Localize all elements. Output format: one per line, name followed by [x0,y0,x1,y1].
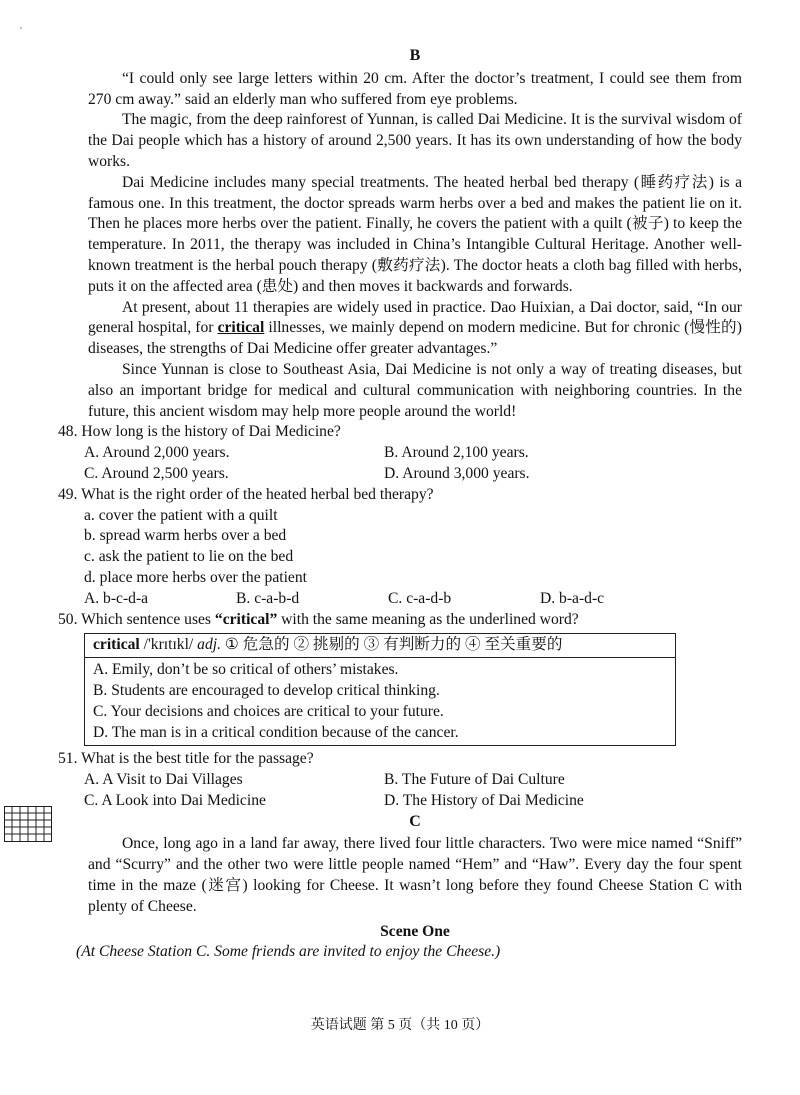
option-a: A. Around 2,000 years. [84,444,230,462]
option-b: B. c-a-b-d [236,589,300,607]
option-c: C. c-a-d-b [388,589,452,607]
stem-text: 50. Which sentence uses [58,610,215,628]
definition-phonetic: /'krɪtɪkl/ [139,636,198,654]
question-stem: 49. What is the right order of the heated herbal bed therapy? [58,485,434,503]
passage-paragraph: “I could only see large letters within 20 cm. After the doctor’s treatment, I could see them from 270 cm away.” said an elderly man who suffered from eye problems. [88,69,742,108]
definition-word: critical [93,636,140,654]
option-b: B. Around 2,100 years. [384,444,529,462]
section-c-label: C [409,812,421,830]
stage-direction: (At Cheese Station C. Some friends are invited to enjoy the Cheese.) [76,943,501,961]
passage-text: illnesses, we mainly depend on modern medicine. But for chronic (慢性的) diseases, the strengths of Dai Medicine offer greater advantages.” [88,319,742,358]
passage-paragraph [88,298,742,360]
scene-title: Scene One [380,922,450,940]
stem-keyword: “critical” [214,610,278,628]
scan-mark: ′ [20,26,23,37]
option-a: A. b-c-d-a [84,589,149,607]
question-stem [58,610,742,631]
option-d: D. The man is in a critical condition because of the cancer. [93,723,459,741]
step-item: b. spread warm herbs over a bed [84,527,287,545]
passage-paragraph: The magic, from the deep rainforest of Yunnan, is called Dai Medicine. It is the survival wisdom of the Dai people which has a history of around 2,500 years. It has its own understanding of how the body works. [88,111,742,170]
option-d: D. b-a-d-c [540,589,605,607]
section-b-label: B [409,47,421,64]
option-b: B. Students are encouraged to develop critical thinking. [93,681,440,699]
definition-box [84,633,676,746]
option-c: C. Your decisions and choices are critical to your future. [93,702,444,720]
option-a: A. A Visit to Dai Villages [84,771,243,789]
option-c: C. A Look into Dai Medicine [84,791,266,809]
stem-text: with the same meaning as the underlined word? [277,610,579,628]
question-51 [58,749,742,811]
option-b: B. The Future of Dai Culture [384,771,565,789]
answer-grid-icon [4,806,52,849]
exam-page [58,46,742,963]
question-49 [58,485,742,610]
passage-paragraph: Once, long ago in a land far away, there lived four little characters. Two were mice named “Sniff” and “Scurry” and the other two were little people named “Hem” and “Haw”. Every day the four spent time in the maze (迷宫) looking for Cheese. It wasn’t long before they found Cheese Station C with plenty of Cheese. [88,835,742,915]
option-d: D. The History of Dai Medicine [384,791,584,809]
page-footer: 英语试题 第 5 页（共 10 页） [310,1018,490,1033]
question-48 [58,422,742,484]
definition-options [85,658,675,745]
option-d: D. Around 3,000 years. [384,464,530,482]
option-c: C. Around 2,500 years. [84,464,229,482]
passage-paragraph: Dai Medicine includes many special treatments. The heated herbal bed therapy (睡药疗法) is a famous one. In this treatment, the doctor spreads warm herbs over a bed and makes the patient lie on it. Then he places more herbs over the patient. Finally, he covers the patient with a quilt (被子) to keep the temperature. In 2011, the therapy was included in China’s Intangible Cultural Heritage. Another well-known treatment is the herbal pouch therapy (敷药疗法). The doctor heats a cloth bag filled with herbs, puts it on the affected area (患处) and then moves it backwards and forwards. [88,173,742,295]
definition-header [85,634,675,658]
definition-pos: adj. [197,636,221,654]
step-item: d. place more herbs over the patient [84,568,307,586]
underlined-word: critical [217,319,265,337]
step-item: a. cover the patient with a quilt [84,506,278,524]
passage-paragraph: Since Yunnan is close to Southeast Asia, Dai Medicine is not only a way of treating diseases, but also an important bridge for medical and cultural communication with neighboring countries. In the future, this ancient wisdom may help more people around the world! [88,360,742,420]
question-50 [58,610,742,747]
definition-meanings: ① 危急的 ② 挑剔的 ③ 有判断力的 ④ 至关重要的 [220,636,563,654]
question-stem: 48. How long is the history of Dai Medicine? [58,423,341,441]
option-a: A. Emily, don’t be so critical of others’ mistakes. [93,661,399,679]
step-item: c. ask the patient to lie on the bed [84,548,294,566]
question-stem: 51. What is the best title for the passage? [58,750,314,768]
passage-text: At present, about 11 therapies are widely used in practice. Dao Huixian, a Dai doctor, said, “In our general hospital, for [88,298,742,337]
